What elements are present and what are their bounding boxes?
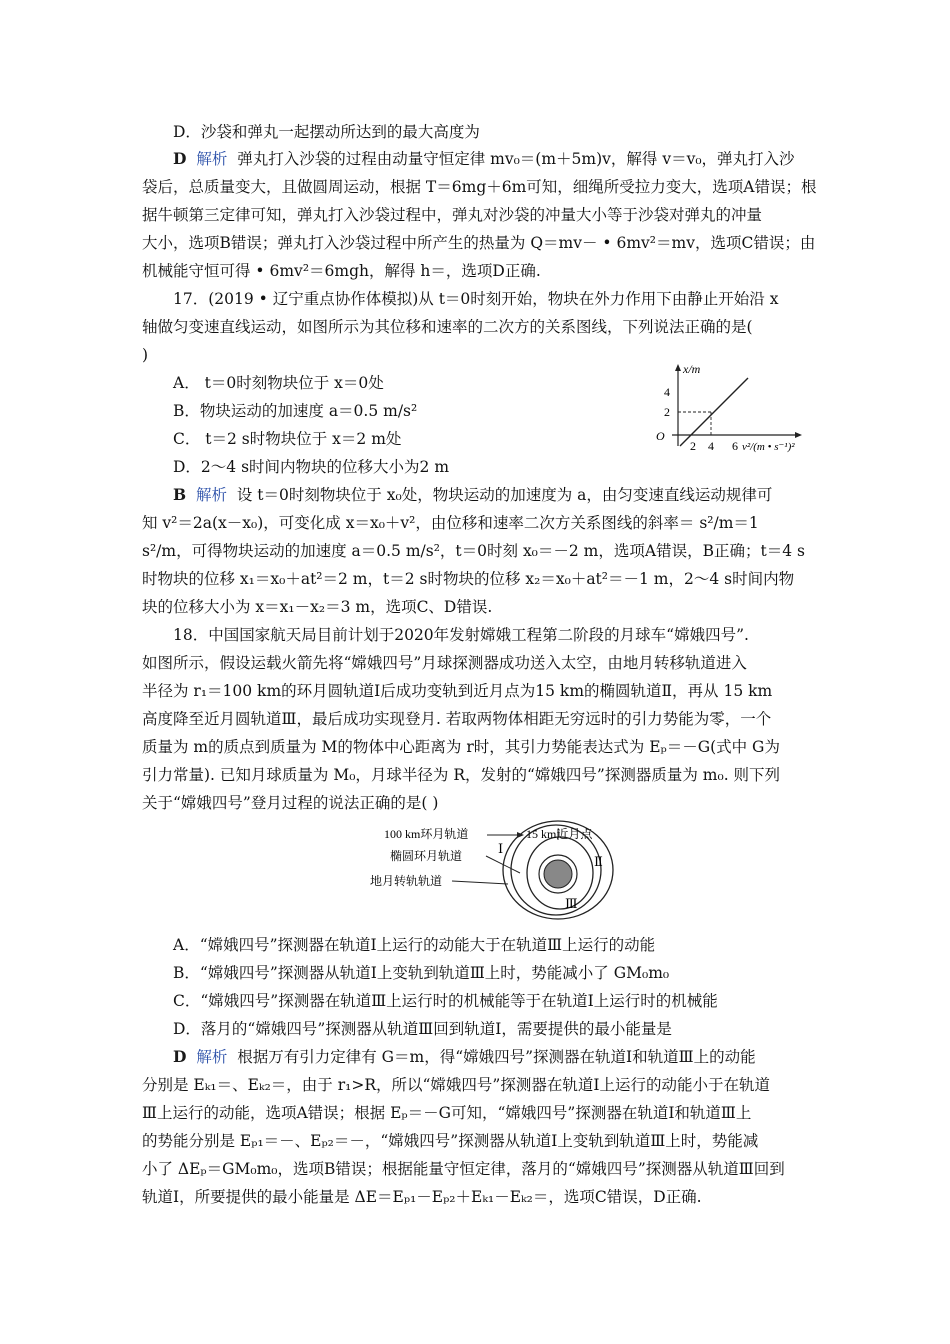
q18-answer-line-1 [173, 1046, 756, 1068]
q16-answer-letter: D [173, 149, 187, 168]
q18-analysis-line: 的势能分别是 Eₚ₁＝－、Eₚ₂＝－，“嫦娥四号”探测器从轨道Ⅰ上变轨到轨道Ⅲ上时，势能减 [142, 1132, 759, 1150]
q16-option-d: D．沙袋和弹丸一起摆动所达到的最大高度为 [173, 123, 480, 141]
q18-option-b: B．“嫦娥四号”探测器从轨道Ⅰ上变轨到轨道Ⅲ上时，势能减小了 GM₀m₀ [173, 964, 670, 982]
q17-stem-line: ) [142, 346, 149, 364]
q18-orbit-diagram [360, 818, 640, 922]
q17-stem-line: 17．(2019 • 辽宁重点协作体模拟)从 t＝0时刻开始，物块在外力作用下由静止开始沿 x [173, 290, 779, 308]
graph-xtick-4: 4 [708, 439, 714, 453]
graph-xtick-6: 6 [732, 439, 738, 453]
roman-1: Ⅰ [498, 841, 504, 856]
q17-analysis-line: s²/m，可得物块运动的加速度 a＝0.5 m/s²，t＝0时刻 x₀＝－2 m，选项A错误，B正确；t＝4 s [142, 542, 805, 560]
q17-option-c: C． t＝2 s时物块位于 x＝2 m处 [173, 430, 402, 448]
graph-ytick-2: 2 [664, 405, 670, 419]
q16-analysis-line: 机械能守恒可得 • 6mv²＝6mgh，解得 h＝，选项D正确. [142, 262, 541, 280]
moon [544, 860, 572, 888]
label-transfer: 地月转轨轨道 [370, 874, 443, 888]
q18-analysis-line: 小了 ΔEₚ＝GM₀m₀，选项B错误；根据能量守恒定律，落月的“嫦娥四号”探测器从轨道Ⅲ回到 [142, 1160, 785, 1178]
q16-analysis-line: 袋后，总质量变大，且做圆周运动，根据 T＝6mg＋6m可知，细绳所受拉力变大，选项A错误；根 [142, 178, 817, 196]
graph-origin: O [656, 429, 665, 443]
q18-analysis-line: 分别是 Eₖ₁＝、Eₖ₂＝，由于 r₁>R，所以“嫦娥四号”探测器在轨道Ⅰ上运行的动能小于在轨道 [142, 1076, 770, 1094]
q17-analysis-text: 设 t＝0时刻物块位于 x₀处，物块运动的加速度为 a，由匀变速直线运动规律可 [236, 486, 773, 504]
q18-stem-line: 高度降至近月圆轨道Ⅲ，最后成功实现登月. 若取两物体相距无穷远时的引力势能为零，一个 [142, 710, 772, 728]
q18-stem-line: 引力常量). 已知月球质量为 M₀，月球半径为 R，发射的“嫦娥四号”探测器质量为 m₀. 则下列 [142, 766, 781, 784]
q18-answer-letter: D [173, 1047, 187, 1066]
q18-option-c: C．“嫦娥四号”探测器在轨道Ⅲ上运行时的机械能等于在轨道Ⅰ上运行时的机械能 [173, 992, 718, 1010]
q18-stem-line: 半径为 r₁＝100 km的环月圆轨道Ⅰ后成功变轨到近月点为15 km的椭圆轨道Ⅱ，再从 15 km [142, 682, 773, 700]
q17-analysis-line: 块的位移大小为 x＝x₁－x₂＝3 m，选项C、D错误. [142, 598, 493, 616]
q17-graph [650, 362, 810, 458]
q17-option-b: B．物块运动的加速度 a＝0.5 m/s² [173, 402, 418, 420]
label-near: 15 km近月点 [526, 827, 593, 841]
q17-option-a: A． t＝0时刻物块位于 x＝0处 [173, 374, 384, 392]
x-axis-arrow [795, 432, 802, 438]
q16-analysis-line: 大小，选项B错误；弹丸打入沙袋过程中所产生的热量为 Q＝mv－ • 6mv²＝mv，选项C错误；由 [142, 234, 816, 252]
q17-answer-line-1 [173, 484, 772, 506]
q18-analysis-line: Ⅲ上运行的动能，选项A错误；根据 Eₚ＝－G可知，“嫦娥四号”探测器在轨道Ⅰ和轨道Ⅲ上 [142, 1104, 752, 1122]
q18-analysis-text: 根据万有引力定律有 G＝m，得“嫦娥四号”探测器在轨道Ⅰ和轨道Ⅲ上的动能 [237, 1048, 756, 1066]
q16-answer-line-1 [173, 148, 795, 170]
q17-analysis-tag: 解析 [195, 486, 227, 504]
q18-stem-line: 如图所示，假设运载火箭先将“嫦娥四号”月球探测器成功送入太空，由地月转移轨道进入 [142, 654, 747, 672]
q18-analysis-tag: 解析 [196, 1048, 228, 1066]
label-orbit1: 100 km环月轨道 [384, 827, 469, 841]
graph-ytick-4: 4 [664, 385, 670, 399]
graph-xlabel: v²/(m • s⁻¹)² [742, 441, 795, 453]
q18-stem-line: 质量为 m的质点到质量为 M的物体中心距离为 r时，其引力势能表达式为 Eₚ＝－G(式中 G为 [142, 738, 780, 756]
q16-analysis-tag: 解析 [196, 150, 228, 168]
q18-analysis-line: 轨道Ⅰ，所要提供的最小能量是 ΔE＝Eₚ₁－Eₚ₂＋Eₖ₁－Eₖ₂＝，选项C错误，D正确. [142, 1188, 702, 1206]
roman-2: Ⅱ [594, 854, 603, 869]
q17-analysis-line: 时物块的位移 x₁＝x₀＋at²＝2 m，t＝2 s时物块的位移 x₂＝x₀＋at²＝－1 m，2～4 s时间内物 [142, 570, 795, 588]
q18-option-d: D．落月的“嫦娥四号”探测器从轨道Ⅲ回到轨道Ⅰ，需要提供的最小能量是 [173, 1020, 672, 1038]
q17-answer-letter: B [173, 485, 187, 504]
y-axis-arrow [675, 364, 681, 371]
leader-transfer [452, 881, 508, 884]
label-ellipse: 椭圆环月轨道 [390, 849, 463, 863]
q17-option-d: D．2～4 s时间内物块的位移大小为2 m [173, 458, 450, 476]
q18-stem-line: 18．中国国家航天局目前计划于2020年发射嫦娥工程第二阶段的月球车“嫦娥四号”. [173, 626, 749, 644]
q17-stem-line: 轴做匀变速直线运动，如图所示为其位移和速率的二次方的关系图线，下列说法正确的是( [142, 318, 753, 336]
q18-stem-line: 关于“嫦娥四号”登月过程的说法正确的是( ) [142, 794, 439, 812]
q18-option-a: A．“嫦娥四号”探测器在轨道Ⅰ上运行的动能大于在轨道Ⅲ上运行的动能 [173, 936, 656, 954]
q16-analysis-line: 据牛顿第三定律可知，弹丸打入沙袋过程中，弹丸对沙袋的冲量大小等于沙袋对弹丸的冲量 [142, 206, 763, 224]
q16-analysis-text: 弹丸打入沙袋的过程由动量守恒定律 mv₀＝(m＋5m)v，解得 v＝v₀，弹丸打入沙 [237, 150, 795, 168]
roman-3: Ⅲ [565, 896, 578, 911]
graph-xtick-2: 2 [690, 439, 696, 453]
q17-analysis-line: 知 v²＝2a(x－x₀)，可变化成 x＝x₀＋v²，由位移和速率二次方关系图线的斜率＝ s²/m＝1 [142, 514, 759, 532]
graph-ylabel: x/m [683, 362, 701, 376]
